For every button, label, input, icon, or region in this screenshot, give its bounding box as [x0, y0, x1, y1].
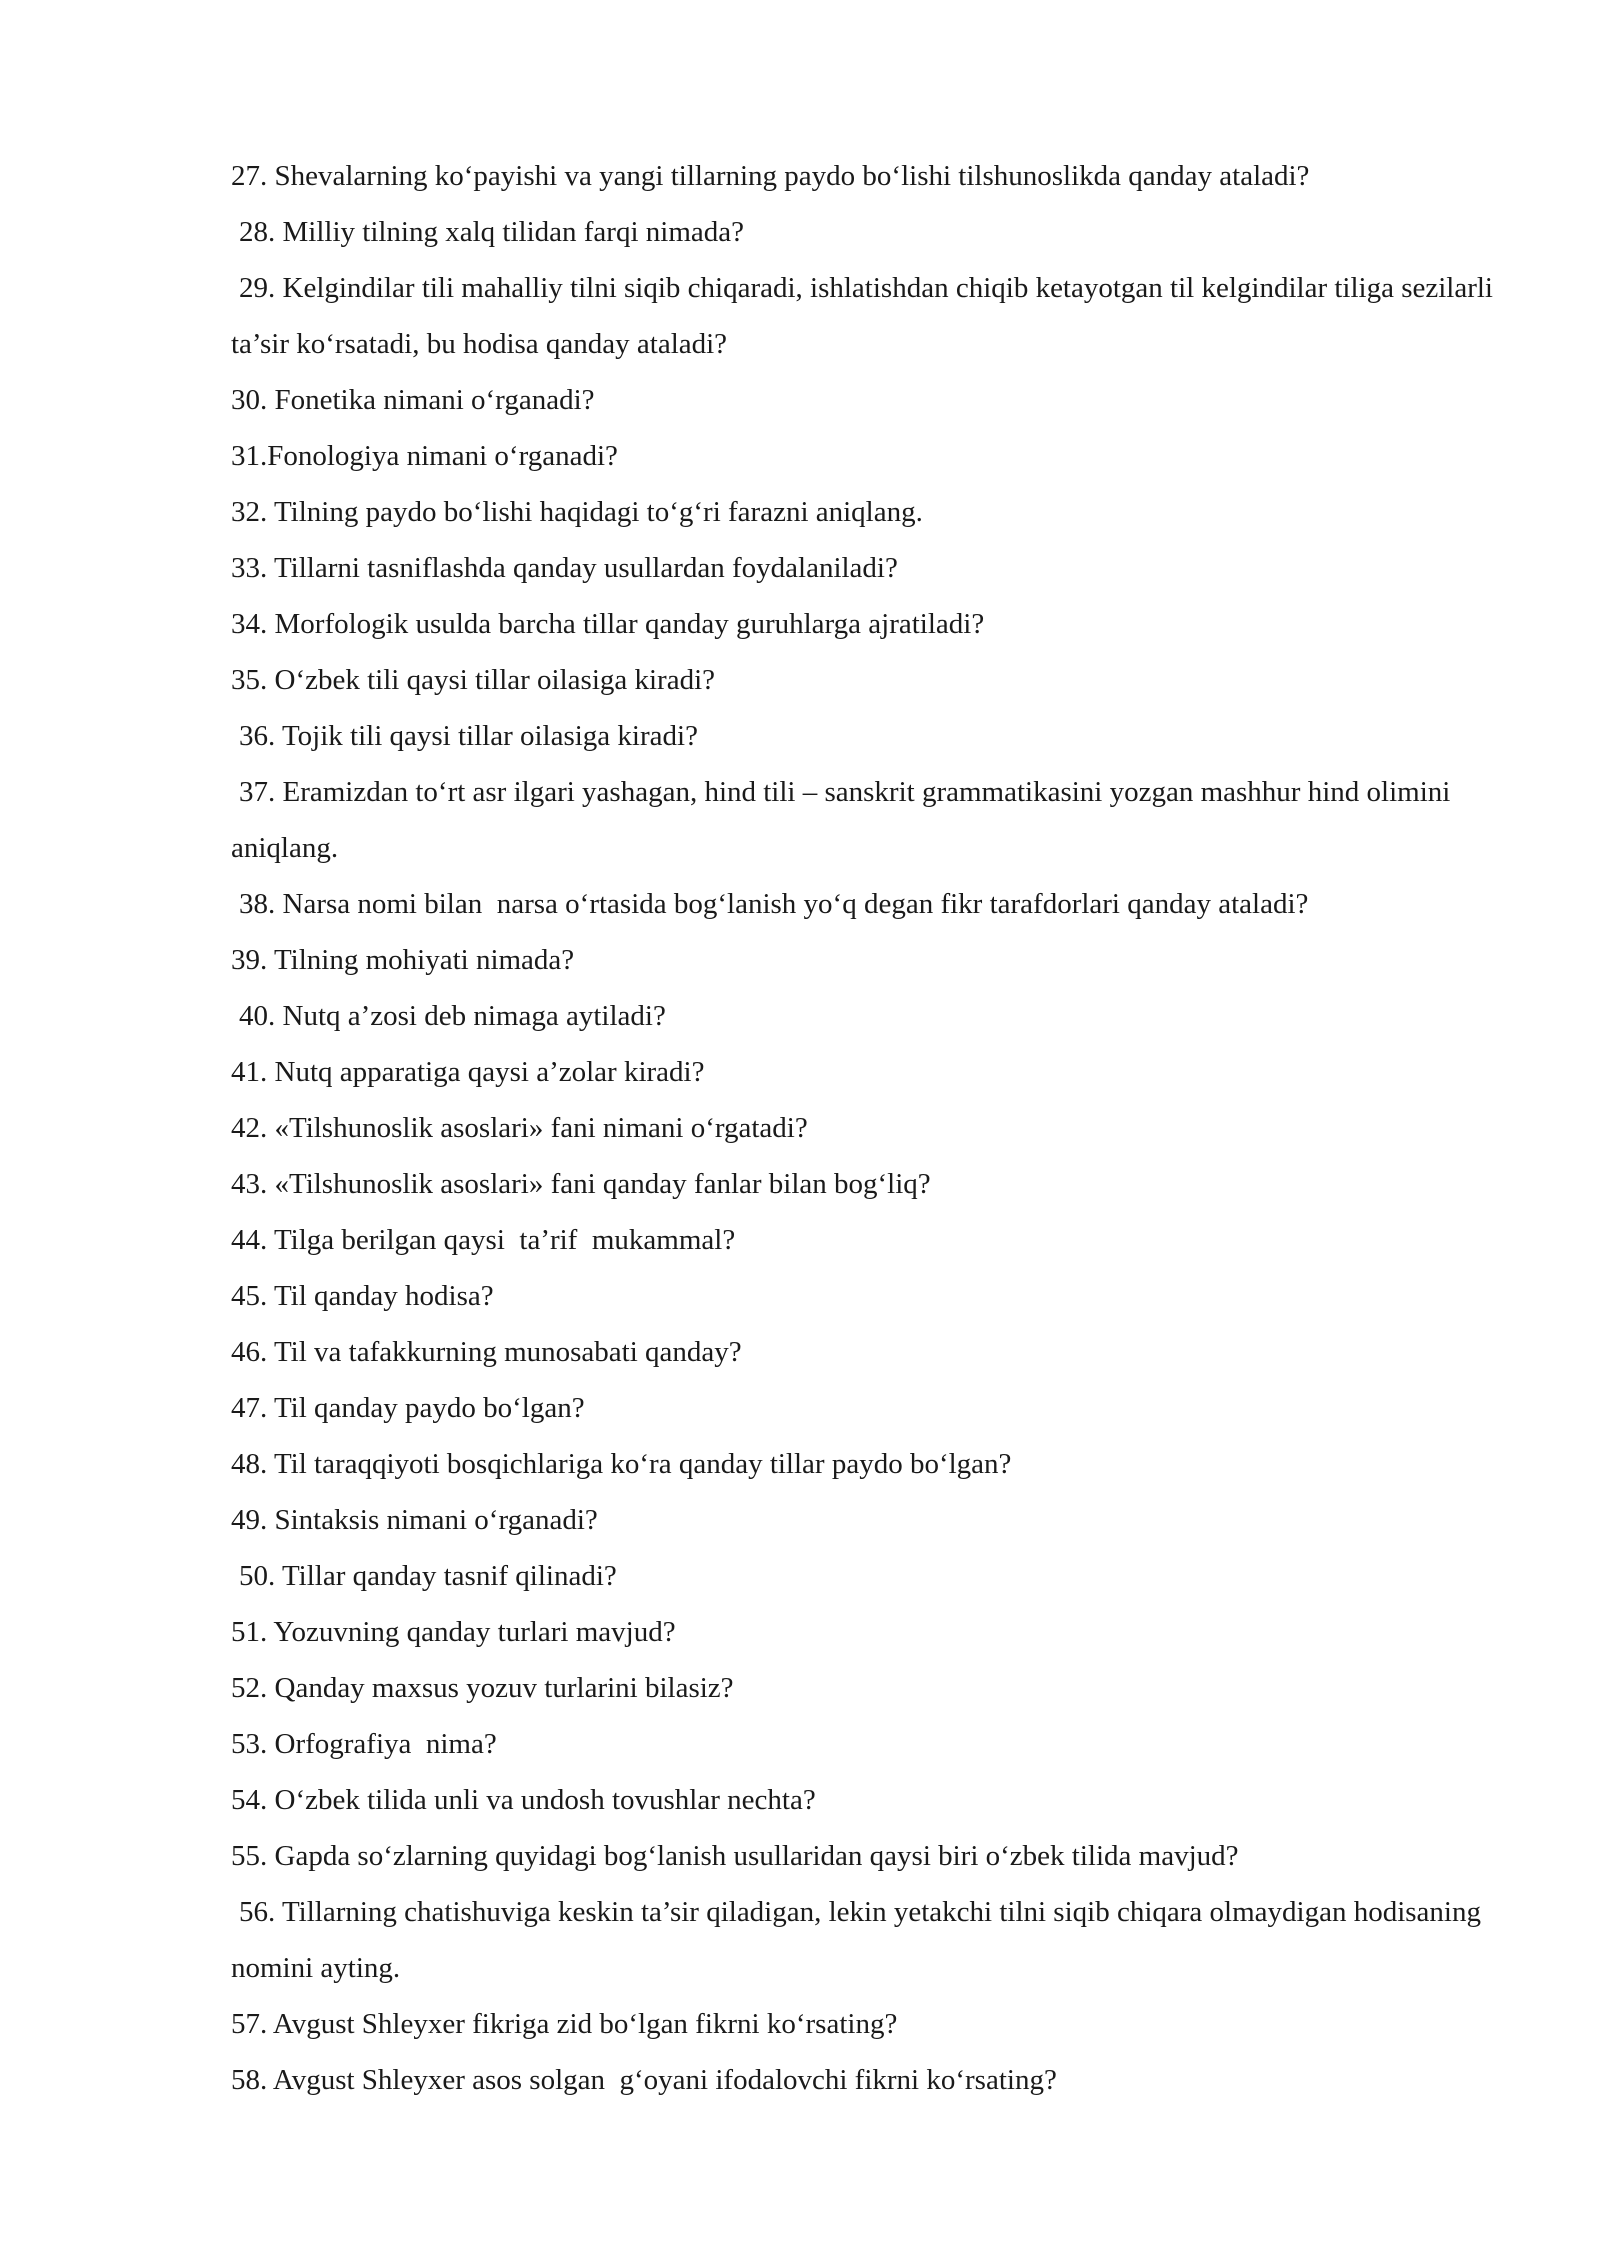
question-30: 30. Fonetika nimani o‘rganadi?	[231, 384, 595, 416]
question-43: 43. «Tilshunoslik asoslari» fani qanday fanlar bilan bog‘liq?	[231, 1168, 931, 1200]
question-58: 58. Avgust Shleyxer asos solgan g‘oyani ifodalovchi fikrni ko‘rsating?	[231, 2064, 1057, 2096]
question-42: 42. «Tilshunoslik asoslari» fani nimani o‘rgatadi?	[231, 1112, 808, 1144]
question-37: 37. Eramizdan to‘rt asr ilgari yashagan, hind tili – sanskrit grammatikasini yozgan mashhur hind olimini aniqlang.	[231, 776, 1458, 864]
question-54: 54. O‘zbek tilida unli va undosh tovushlar nechta?	[231, 1784, 816, 1816]
question-34: 34. Morfologik usulda barcha tillar qanday guruhlarga ajratiladi?	[231, 608, 985, 640]
question-51: 51. Yozuvning qanday turlari mavjud?	[231, 1616, 676, 1648]
question-57: 57. Avgust Shleyxer fikriga zid bo‘lgan fikrni ko‘rsating?	[231, 2008, 898, 2040]
question-33: 33. Tillarni tasniflashda qanday usullardan foydalaniladi?	[231, 552, 898, 584]
question-44: 44. Tilga berilgan qaysi ta’rif mukammal?	[231, 1224, 736, 1256]
question-36: 36. Tojik tili qaysi tillar oilasiga kiradi?	[239, 720, 698, 752]
question-35: 35. O‘zbek tili qaysi tillar oilasiga kiradi?	[231, 664, 716, 696]
question-27: 27. Shevalarning ko‘payishi va yangi tillarning paydo bo‘lishi tilshunoslikda qanday ataladi?	[231, 160, 1310, 192]
question-52: 52. Qanday maxsus yozuv turlarini bilasiz?	[231, 1672, 734, 1704]
question-47: 47. Til qanday paydo bo‘lgan?	[231, 1392, 585, 1424]
question-41: 41. Nutq apparatiga qaysi a’zolar kiradi?	[231, 1056, 705, 1088]
question-56: 56. Tillarning chatishuviga keskin ta’sir qiladigan, lekin yetakchi tilni siqib chiqara olmaydigan hodisaning nomini ayting.	[231, 1896, 1489, 1984]
question-48: 48. Til taraqqiyoti bosqichlariga ko‘ra qanday tillar paydo bo‘lgan?	[231, 1448, 1012, 1480]
question-45: 45. Til qanday hodisa?	[231, 1280, 494, 1312]
question-40: 40. Nutq a’zosi deb nimaga aytiladi?	[239, 1000, 666, 1032]
question-29: 29. Kelgindilar tili mahalliy tilni siqib chiqaradi, ishlatishdan chiqib ketayotgan til kelgindilar tiliga sezilarli ta’sir ko‘rsatadi, bu hodisa qanday ataladi?	[231, 272, 1501, 360]
question-46: 46. Til va tafakkurning munosabati qanday?	[231, 1336, 742, 1368]
question-38: 38. Narsa nomi bilan narsa o‘rtasida bog‘lanish yo‘q degan fikr tarafdorlari qanday ataladi?	[239, 888, 1309, 920]
question-53: 53. Orfografiya nima?	[231, 1728, 497, 1760]
question-32: 32. Tilning paydo bo‘lishi haqidagi to‘g‘ri farazni aniqlang.	[231, 496, 923, 528]
question-50: 50. Tillar qanday tasnif qilinadi?	[239, 1560, 617, 1592]
question-49: 49. Sintaksis nimani o‘rganadi?	[231, 1504, 598, 1536]
question-list	[231, 148, 1506, 2108]
question-39: 39. Tilning mohiyati nimada?	[231, 944, 575, 976]
question-55: 55. Gapda so‘zlarning quyidagi bog‘lanish usullaridan qaysi biri o‘zbek tilida mavjud?	[231, 1840, 1239, 1872]
question-28: 28. Milliy tilning xalq tilidan farqi nimada?	[239, 216, 744, 248]
question-31: 31.Fonologiya nimani o‘rganadi?	[231, 440, 618, 472]
